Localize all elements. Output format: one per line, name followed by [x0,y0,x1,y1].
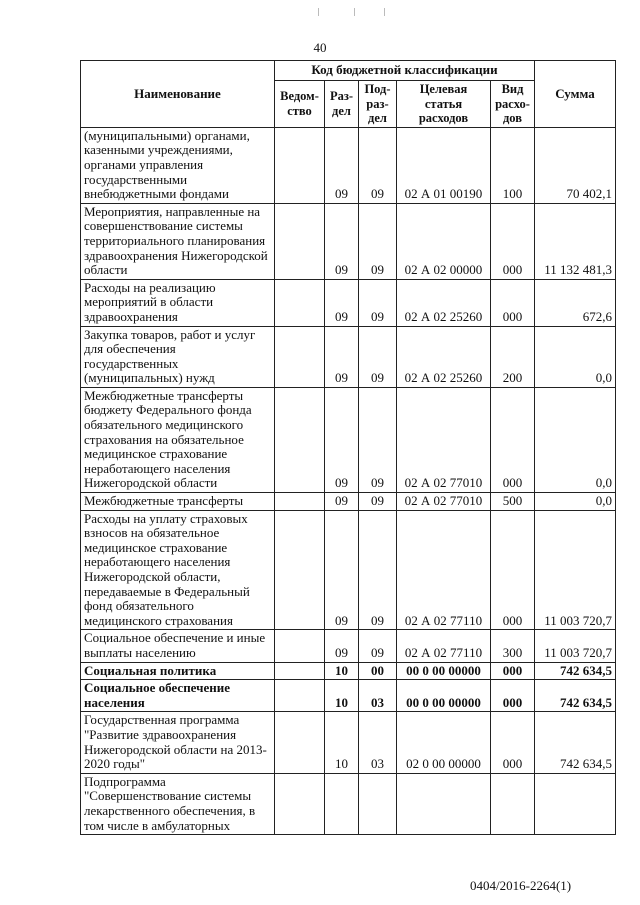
row-celevaya-statya: 02 А 01 00190 [397,127,491,203]
row-sum: 0,0 [535,387,616,492]
row-vedomstvo [275,326,325,387]
row-razdel: 09 [325,279,359,326]
table-row [81,387,616,492]
row-celevaya-statya: 00 0 00 00000 [397,662,491,680]
row-vid-rashodov: 000 [491,510,535,630]
row-name: (муниципальными) органами, казенными учреждениями, органами управления государственными внебюджетными фондами [81,127,275,203]
row-podrazdel: 09 [359,326,397,387]
footer-code: 0404/2016-2264(1) [470,878,572,893]
row-sum: 11 003 720,7 [535,510,616,630]
row-podrazdel: 09 [359,203,397,279]
row-razdel: 09 [325,387,359,492]
row-sum: 0,0 [535,326,616,387]
table-row [81,493,616,511]
row-podrazdel: 09 [359,493,397,511]
row-podrazdel: 09 [359,387,397,492]
table-row [81,510,616,630]
row-vedomstvo [275,680,325,712]
row-celevaya-statya: 02 А 02 77010 [397,387,491,492]
row-sum: 742 634,5 [535,712,616,773]
row-vedomstvo [275,773,325,834]
row-sum: 742 634,5 [535,680,616,712]
row-celevaya-statya: 02 А 02 25260 [397,279,491,326]
row-vid-rashodov [491,773,535,834]
header-name: Наименование [81,61,275,128]
row-podrazdel [359,773,397,834]
page-number: 40 [313,40,327,55]
row-vedomstvo [275,712,325,773]
header-celevaya-statya: Целевая статья расходов [397,81,491,128]
row-name: Закупка товаров, работ и услуг для обеспечения государственных (муниципальных) нужд [81,326,275,387]
row-vedomstvo [275,630,325,662]
row-sum: 742 634,5 [535,662,616,680]
row-name: Подпрограмма "Совершенствование системы лекарственного обеспечения, в том числе в амбулаторных [81,773,275,834]
row-celevaya-statya [397,773,491,834]
row-vedomstvo [275,203,325,279]
row-podrazdel: 00 [359,662,397,680]
budget-table [80,60,616,835]
row-name: Государственная программа "Развитие здравоохранения Нижегородской области на 2013-2020 годы" [81,712,275,773]
header-vedomstvo: Ведом-ство [275,81,325,128]
row-razdel [325,773,359,834]
row-vedomstvo [275,387,325,492]
header-sum: Сумма [535,61,616,128]
row-name: Межбюджетные трансферты бюджету Федерального фонда обязательного медицинского страхования на обязательное медицинское страхование неработающего населения Нижегородской области [81,387,275,492]
row-celevaya-statya: 02 0 00 00000 [397,712,491,773]
row-vid-rashodov: 500 [491,493,535,511]
row-vedomstvo [275,510,325,630]
row-name: Межбюджетные трансферты [81,493,275,511]
row-vid-rashodov: 000 [491,387,535,492]
row-razdel: 10 [325,712,359,773]
row-name: Мероприятия, направленные на совершенствование системы территориального планирования здравоохранения Нижегородской области [81,203,275,279]
row-vid-rashodov: 000 [491,279,535,326]
header-vid-rashodov: Вид расхо-дов [491,81,535,128]
table-row [81,326,616,387]
row-vid-rashodov: 000 [491,662,535,680]
row-podrazdel: 03 [359,712,397,773]
row-celevaya-statya: 02 А 02 77010 [397,493,491,511]
table-row [81,712,616,773]
row-vid-rashodov: 200 [491,326,535,387]
row-celevaya-statya: 00 0 00 00000 [397,680,491,712]
row-vedomstvo [275,279,325,326]
row-celevaya-statya: 02 А 02 77110 [397,510,491,630]
row-name: Расходы на уплату страховых взносов на обязательное медицинское страхование неработающего населения Нижегородской области, передаваемые в Федеральный фонд обязательного медицинского страхования [81,510,275,630]
row-podrazdel: 09 [359,630,397,662]
table-row [81,279,616,326]
row-vid-rashodov: 000 [491,203,535,279]
row-sum: 672,6 [535,279,616,326]
row-sum: 0,0 [535,493,616,511]
row-name: Расходы на реализацию мероприятий в области здравоохранения [81,279,275,326]
row-vid-rashodov: 300 [491,630,535,662]
row-vedomstvo [275,493,325,511]
table-body [81,127,616,834]
row-vid-rashodov: 000 [491,712,535,773]
table-row [81,630,616,662]
table-row [81,203,616,279]
row-vid-rashodov: 000 [491,680,535,712]
table-row [81,662,616,680]
row-name: Социальное обеспечение и иные выплаты населению [81,630,275,662]
table-row [81,680,616,712]
row-podrazdel: 09 [359,510,397,630]
header-classification-group: Код бюджетной классификации [275,61,535,81]
row-vid-rashodov: 100 [491,127,535,203]
row-celevaya-statya: 02 А 02 25260 [397,326,491,387]
row-podrazdel: 03 [359,680,397,712]
row-vedomstvo [275,127,325,203]
table-row [81,127,616,203]
row-sum: 11 132 481,3 [535,203,616,279]
row-vedomstvo [275,662,325,680]
scan-marks [318,8,388,18]
row-razdel: 09 [325,493,359,511]
table-row [81,773,616,834]
row-celevaya-statya: 02 А 02 77110 [397,630,491,662]
row-podrazdel: 09 [359,127,397,203]
row-sum [535,773,616,834]
row-name: Социальное обеспечение населения [81,680,275,712]
header-razdel: Раз-дел [325,81,359,128]
row-sum: 70 402,1 [535,127,616,203]
row-razdel: 10 [325,662,359,680]
row-name: Социальная политика [81,662,275,680]
row-podrazdel: 09 [359,279,397,326]
row-celevaya-statya: 02 А 02 00000 [397,203,491,279]
row-razdel: 09 [325,203,359,279]
row-razdel: 09 [325,630,359,662]
row-sum: 11 003 720,7 [535,630,616,662]
row-razdel: 10 [325,680,359,712]
row-razdel: 09 [325,510,359,630]
row-razdel: 09 [325,326,359,387]
row-razdel: 09 [325,127,359,203]
header-podrazdel: Под-раз-дел [359,81,397,128]
